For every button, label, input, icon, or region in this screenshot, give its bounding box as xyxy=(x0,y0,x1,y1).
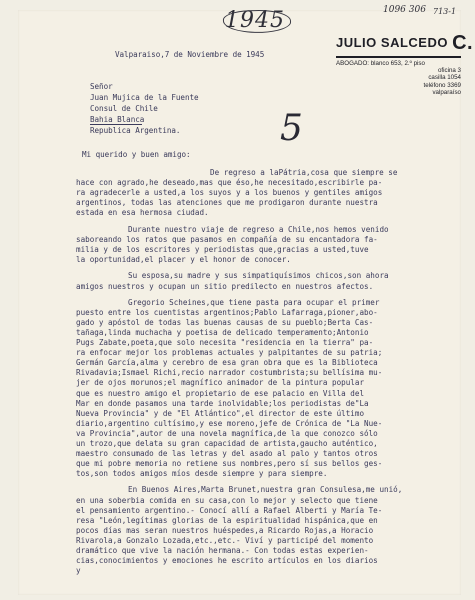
body-line: maestro consumado de las letras y del asado al palo y tantos otros xyxy=(76,448,378,458)
body-line: el pensamiento argentino.- Conocí allí a Rafael Alberti y María Te- xyxy=(76,505,383,515)
body-line: Pugs Zabate,poeta,que solo necesita "residencia en la tierra" pa- xyxy=(76,338,374,348)
body-line: Durante nuestro viaje de regreso a Chile,nos hemos venido xyxy=(128,224,389,234)
recipient-line: Bahia Blanca xyxy=(90,115,145,124)
letterhead-city: valparaíso xyxy=(432,88,461,96)
body-line: Rivarola,a Gonzalo Lozada,etc.,etc.- Viví y participé del momento xyxy=(76,535,374,545)
folio-number: 713-1 xyxy=(433,7,457,16)
underline xyxy=(90,124,142,125)
body-line: ra enfocar mejor los problemas actuales y palpitantes de su patria; xyxy=(76,348,383,358)
letterhead-pobox: casilla 1054 xyxy=(428,74,461,82)
body-line: dramático que vive la nación hermana.- Con todas estas experien- xyxy=(76,545,369,555)
body-line: pocos días mas seran nuestros huéspedes,a Ricardo Rojas,a Horacio xyxy=(76,525,374,535)
handwritten-page-mark: 5 xyxy=(280,108,303,149)
body-line: cias,conocimientos y emociones he escrito artículos en los diarios xyxy=(76,555,378,565)
recipient-line: Consul de Chile xyxy=(90,104,158,113)
body-line: amigos nuestros y ocupan un sitio predilecto en nuestros afectos. xyxy=(76,281,374,291)
body-line: en una soberbia comida en su casa,con lo mejor y selecto que tiene xyxy=(76,495,378,505)
body-line: resa "León,legítimas glorias de la espiritualidad hispánica,que en xyxy=(76,515,378,525)
letterhead-office: oficina 3 xyxy=(437,67,461,75)
body-line: estada en esa hermosa ciudad. xyxy=(76,208,209,218)
recipient-line: Republica Argentina. xyxy=(90,126,181,135)
recipient-line: Juan Mujica de la Fuente xyxy=(90,93,199,102)
body-line: un trozo,que delata su gran capacidad de artista,gaucho auténtico, xyxy=(76,438,378,448)
body-line: Su esposa,su madre y sus simpatiquísimos chicos,son ahora xyxy=(128,271,389,281)
body-line: hace con agrado,he deseado,mas que éso,he necesitado,escribirle pa- xyxy=(76,178,383,188)
body-line: va Provincia",autor de una novela magnífica,de la que conozco sólo xyxy=(76,428,378,438)
handwritten-year: 1945 xyxy=(225,8,285,33)
recipient-line: Señor xyxy=(90,82,113,91)
letterhead-phone: teléfono 3369 xyxy=(423,81,461,89)
body-line: argentinos, todas las atenciones que me prodigaron durante nuestra xyxy=(76,198,378,208)
letterhead-name-last: C. xyxy=(452,32,474,54)
body-line: saboreando los ratos que pasamos en compañía de su encantadora fa- xyxy=(76,234,378,244)
body-line: Gregorio Scheines,que tiene pasta para ocupar el primer xyxy=(128,298,380,308)
body-line: y xyxy=(76,565,81,575)
letterhead-name xyxy=(336,32,474,55)
letter-date: Valparaiso,7 de Noviembre de 1945 xyxy=(115,50,265,59)
body-line: tañaga,linda muchacha y poetisa de delicado temperamento;Antonio xyxy=(76,328,369,338)
body-line: la oportunidad,el placer y el honor de conocer. xyxy=(76,254,291,264)
body-line: Mar en donde pasamos una tarde inolvidable;los periodistas de"La xyxy=(76,398,369,408)
body-line: puesto entre los cuentistas argentinos;Pablo Lafarraga,pioner,abo- xyxy=(76,308,378,318)
letterhead-address: ABOGADO: blanco 653, 2.º piso xyxy=(336,60,425,67)
body-line: tos,son todos amigos míos desde siempre y para siempre. xyxy=(76,468,328,478)
body-line: milia y de los escritores y periodistas que,gracias a usted,tuve xyxy=(76,244,369,254)
body-line: jer de ojos morunos;el magnífico animador de la pintura popular xyxy=(76,378,365,388)
body-line: En Buenos Aires,Marta Brunet,nuestra gran Consulesa,me unió, xyxy=(128,485,403,495)
letterhead-name-main: JULIO SALCEDO xyxy=(336,35,448,50)
body-line: que mi pobre memoria no retiene sus nombres,pero sí sus bellos ges- xyxy=(76,458,383,468)
body-line: ra agradecerle a usted,a los suyos y a los buenos y gentiles amigos xyxy=(76,188,383,198)
archive-number: 1096 306 xyxy=(383,5,426,15)
body-line: De regreso a laPátria,cosa que siempre se xyxy=(210,168,398,177)
body-line: Rivadavia;Ismael Richi,recio narrador costumbrista;su bellísima mu- xyxy=(76,368,383,378)
letterhead xyxy=(336,32,474,96)
body-line: gado y apóstol de todas las buenas causas de su pueblo;Berta Cas- xyxy=(76,318,374,328)
body-line: Nueva Provincia" y de "El Atlántico",el director de este último xyxy=(76,408,365,418)
body-line: diario,argentino cultísimo,y ese moreno,jefe de Crónica de "La Nue- xyxy=(76,418,383,428)
salutation: Mi querido y buen amigo: xyxy=(82,150,191,159)
letterhead-rule xyxy=(336,56,461,58)
body-line: que es nuestro amigo el propietario de ese palacio en Villa del xyxy=(76,388,365,398)
body-line: Germán García,alma y cerebro de esa gran obra que es la Biblioteca xyxy=(76,358,378,368)
